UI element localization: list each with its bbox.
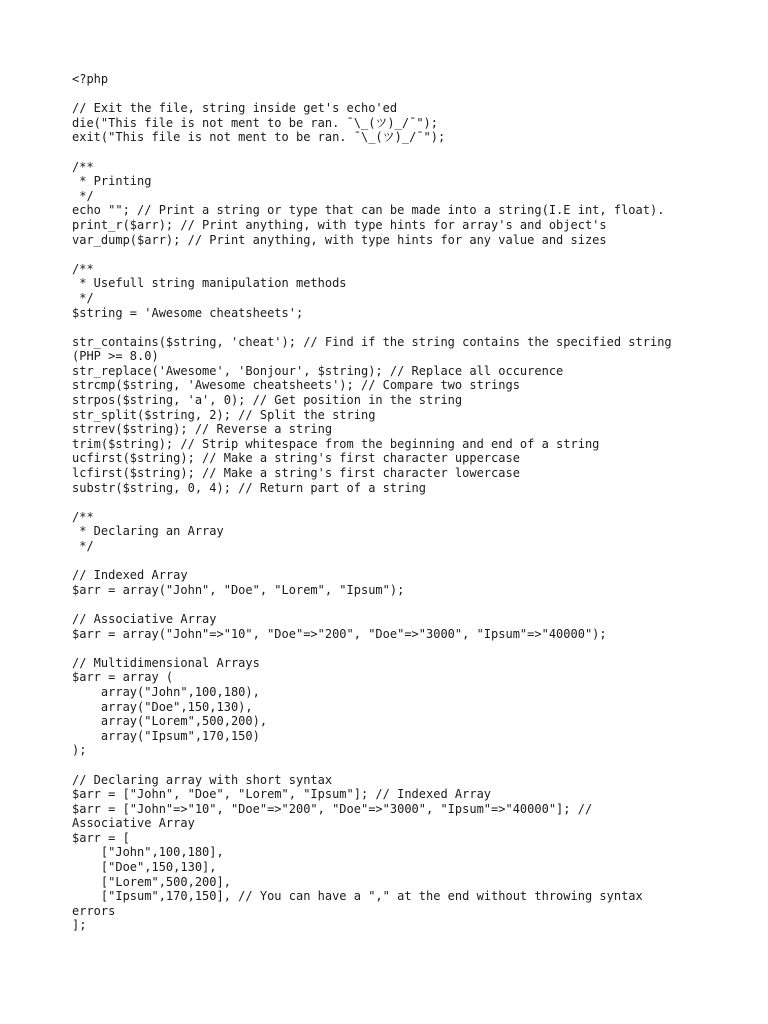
code-line: ["Doe",150,130], [72,860,217,875]
code-line: substr($string, 0, 4); // Return part of a string [72,480,427,495]
code-line: errors [72,903,116,918]
code-line: $string = 'Awesome cheatsheets'; [72,305,304,320]
code-line: // Multidimensional Arrays [72,655,260,670]
code-line: strcmp($string, 'Awesome cheatsheets'); // Compare two strings [72,378,520,393]
code-line: /** [72,261,94,276]
code-line: */ [72,188,94,203]
code-line [72,145,712,160]
code-line: $arr = [ [72,830,130,845]
code-line [72,320,712,335]
code-line: array("Ipsum",170,150) [72,728,260,743]
code-line [72,247,712,262]
code-line: array("Lorem",500,200), [72,714,268,729]
code-line: ["Ipsum",170,150], // You can have a "," at the end without throwing syntax [72,889,643,904]
code-line: echo ""; // Print a string or type that can be made into a string(I.E int, float). [72,203,665,218]
code-line: strpos($string, 'a', 0); // Get position in the string [72,393,463,408]
code-line: str_split($string, 2); // Split the string [72,407,376,422]
code-line: * Printing [72,174,152,189]
code-block [72,72,712,933]
code-line: * Declaring an Array [72,524,224,539]
code-line: // Exit the file, string inside get's echo'ed [72,101,398,116]
code-line [72,758,712,773]
code-line [72,87,712,102]
code-line: $arr = array("John"=>"10", "Doe"=>"200", "Doe"=>"3000", "Ipsum"=>"40000"); [72,626,607,641]
code-line [72,597,712,612]
code-line: // Declaring array with short syntax [72,772,333,787]
code-line: ["Lorem",500,200], [72,874,231,889]
code-line: // Indexed Array [72,568,188,583]
code-line: ); [72,743,87,758]
code-line: print_r($arr); // Print anything, with type hints for array's and object's [72,217,607,232]
code-line: <?php [72,72,109,86]
code-line: $arr = ["John"=>"10", "Doe"=>"200", "Doe"=>"3000", "Ipsum"=>"40000"]; // [72,801,593,816]
code-line: * Usefull string manipulation methods [72,276,347,291]
code-line: ["John",100,180], [72,845,224,860]
code-line: lcfirst($string); // Make a string's first character lowercase [72,466,520,481]
code-line: */ [72,290,94,305]
code-line: die("This file is not ment to be ran. ¯\_(ツ)_/¯"); [72,115,439,130]
code-line [72,554,712,569]
code-line: /** [72,509,94,524]
code-line: array("Doe",150,130), [72,699,253,714]
code-line: exit("This file is not ment to be ran. ¯\_(ツ)_/¯"); [72,130,446,145]
code-line: strrev($string); // Reverse a string [72,422,333,437]
code-line: trim($string); // Strip whitespace from the beginning and end of a string [72,436,600,451]
code-line: ucfirst($string); // Make a string's first character uppercase [72,451,520,466]
code-line: array("John",100,180), [72,684,260,699]
code-line: $arr = array ( [72,670,174,685]
code-line [72,495,712,510]
code-line: $arr = array("John", "Doe", "Lorem", "Ipsum"); [72,582,405,597]
code-line: */ [72,539,94,553]
code-line: str_contains($string, 'cheat'); // Find if the string contains the specified string [72,334,672,349]
code-line: // Associative Array [72,611,217,626]
code-line: Associative Array [72,816,195,831]
code-line: /** [72,159,94,174]
code-line: (PHP >= 8.0) [72,349,159,364]
code-line: $arr = ["John", "Doe", "Lorem", "Ipsum"]; // Indexed Array [72,787,492,802]
code-line: var_dump($arr); // Print anything, with type hints for any value and sizes [72,232,607,247]
code-line [72,641,712,656]
code-line: ]; [72,918,87,933]
document-page [72,72,712,933]
code-line: str_replace('Awesome', 'Bonjour', $string); // Replace all occurence [72,363,564,378]
